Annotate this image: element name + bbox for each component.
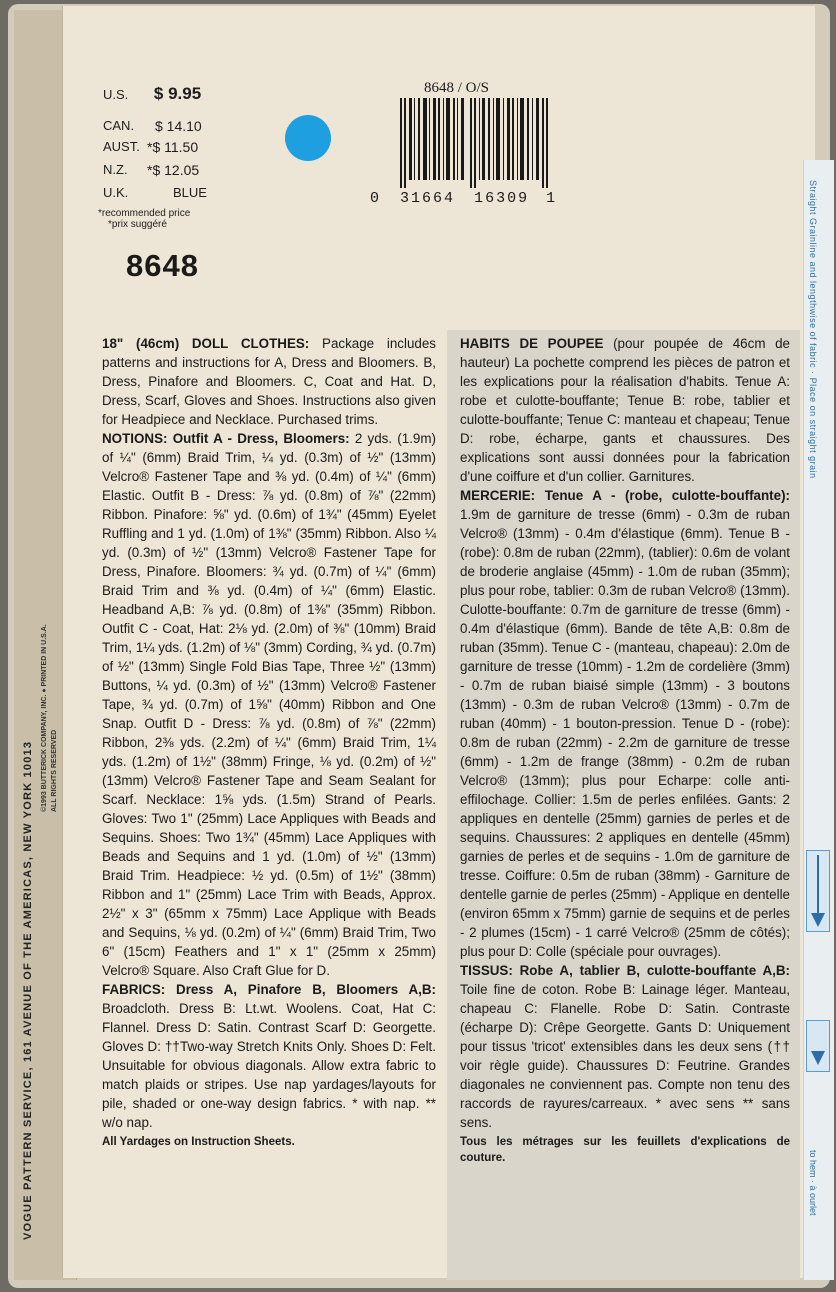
price-aust (103, 139, 199, 155)
english-intro (102, 334, 436, 429)
price-aust-label: AUST. (103, 139, 140, 154)
copyright-notice (40, 624, 60, 812)
price-uk-value: BLUE (173, 185, 207, 200)
price-us-value: $ 9.95 (153, 84, 202, 103)
arrow-down-icon (806, 850, 830, 932)
barcode (400, 98, 548, 188)
english-fabrics (102, 980, 436, 1132)
english-intro-text: Package includes patterns and instructions for A, Dress and Bloomers. B, Dress, Pinafore and Bloomers. C, Coat and Hat. D, Dress, Scarf, Gloves and Shoes. Instructions also given for Headpiece and Necklace. Purchased trims. (102, 336, 437, 427)
french-intro-heading: HABITS DE POUPEE (460, 336, 604, 351)
french-mercerie (460, 486, 790, 961)
hem-label: to hem · à ourlet (808, 1150, 818, 1216)
english-fabrics-heading: FABRICS: Dress A, Pinafore B, Bloomers A,B: (102, 982, 436, 997)
price-can (103, 118, 202, 134)
price-us (103, 84, 201, 104)
price-note-fr: *prix suggéré (108, 219, 167, 230)
french-mercerie-heading: MERCERIE: Tenue A - (robe, culotte-bouffante): (460, 488, 790, 503)
price-nz (103, 162, 200, 178)
price-us-label: U.S. (103, 87, 129, 102)
price-uk-label: U.K. (103, 185, 129, 200)
english-intro-heading: 18" (46cm) DOLL CLOTHES: (102, 336, 310, 351)
price-nz-label: N.Z. (103, 162, 128, 177)
english-column (102, 334, 436, 1150)
english-notions-text: 2 yds. (1.9m) of ¼" (6mm) Braid Trim, ¼ yd. (0.3m) of ½" (13mm) Velcro® Fastener Tape and ⅜ yd. (0.4m) of ¼" (6mm) Elastic. Outfit B - Dress: ⅞ yd. (0.8m) of ⅞" (22mm) Ribbon. Pinafore: ⅝" yd. (0.6m) of 1¾" (45mm) Eyelet Ruffling and 1 yd. (1.0m) of 1⅜" (35mm) Ribbon. Also ¼ yd. (0.3m) of ½" (13mm) Velcro® Fastener Tape for Dress, Pinafore. Bloomers: ¾ yd. (0.7m) of ¼" (6mm) Braid Trim and ⅜ yd. (0.4m) of ¼" (6mm) Elastic. Headband A,B: ⅞ yd. (0.8m) of 1⅜" (35mm) Ribbon. Outfit C - Coat, Hat: 2⅛ yd. (2.0m) of ⅜" (10mm) Braid Trim, 1¼ yds. (1.2m) of ⅛" (3mm) Cording, ¾ yd. (0.7m) of ½" (13mm) Single Fold Bias Tape, Three ½" (13mm) Buttons, ¼ yd. (0.3m) of ½" (13mm) Velcro® Fastener Tape, ¾ yd. (0.7m) of 1⅝" (40mm) Ribbon and One Snap. Outfit D - Dress: ⅞ yd. (0.8m) of ⅞" (22mm) Ribbon, 2⅜ yds. (2.2m) of ¼" (6mm) Braid Trim, 1¼ yds. (1.2m) of 1½" (38mm) Fringe, ⅛ yd. (0.2m) of ½" (13mm) Velcro® Fastener Tape and Seam Sealant for Scarf. Necklace: 1⅝ yds. (1.5m) Strand of Pearls. Gloves: Two 1" (25mm) Lace Appliques with Beads and Sequins. Shoes: Two 1¾" (45mm) Lace Appliques with Beads and Sequins and 1 yd. (1.0m) of ½" (13mm) Braid Trim. Headpiece: ½ yd. (0.5m) of 1½" (38mm) Ribbon and 1" (25mm) Lace Trim with Beads, Approx. 2½" x 3" (65mm x 75mm) Lace Applique with Beads and Sequins, ⅛ yd. (0.2m) of ¼" (6mm) Braid Trim, Two 6" (15cm) Feathers and 1" x 1" (25mm x 25mm) Velcro® Square. Also Craft Glue for D. (102, 431, 436, 978)
french-tissus (460, 961, 790, 1132)
sku-code: 8648 / O/S (424, 80, 490, 96)
english-notions-heading: NOTIONS: Outfit A - Dress, Bloomers: (102, 431, 350, 446)
price-aust-value: *$ 11.50 (147, 139, 199, 155)
english-footer: All Yardages on Instruction Sheets. (102, 1136, 295, 1148)
grainline-label: Straight Grainline and lengthwise of fabric · Place on straight grain (808, 180, 818, 479)
price-nz-value: *$ 12.05 (147, 162, 200, 178)
english-notions (102, 429, 436, 980)
copyright-line-2: ALL RIGHTS RESERVED (51, 729, 58, 812)
barcode-check: 1 (546, 190, 558, 207)
grainline-strip (803, 160, 834, 1280)
barcode-lead: 0 (370, 190, 382, 207)
price-notes (98, 208, 190, 230)
barcode-digits (370, 190, 557, 207)
french-intro-text: (pour poupée de 46cm de hauteur) La pochette comprend les pièces de patron et les explications pour la réalisation d'habits. Tenue A: robe et culotte-bouffante; Tenue B: robe, tablier et culotte-bouffante; Tenue C: manteau et chapeau; Tenue D: robe, écharpe, gants et chaussures. Des explications sont aussi données pour la fabrication d'une coiffure et d'un collier. Garnitures. (460, 336, 790, 484)
english-fabrics-text: Broadcloth. Dress B: Lt.wt. Woolens. Coat, Hat C: Flannel. Dress D: Satin. Contrast Scarf D: Georgette. Gloves D: ††Two-way Stretch Knits Only. Shoes D: Felt. Unsuitable for obvious diagonals. Allow extra fabric to match plaids or stripes. Use nap yardages/layouts for pile, shaded or one-way design fabrics. * with nap. ** w/o nap. (102, 1001, 436, 1130)
barcode-group-1: 31664 (400, 190, 456, 207)
french-column (460, 334, 790, 1166)
price-note-en: *recommended price (98, 208, 191, 219)
french-tissus-heading: TISSUS: Robe A, tablier B, culotte-bouffante A,B: (460, 963, 790, 978)
color-dot-icon (285, 115, 331, 161)
publisher-address: VOGUE PATTERN SERVICE, 161 AVENUE OF THE AMERICAS, NEW YORK 10013 (22, 740, 34, 1240)
price-uk (103, 185, 207, 200)
french-footer: Tous les métrages sur les feuillets d'explications de couture. (460, 1136, 790, 1164)
arrow-down-icon (806, 1020, 830, 1072)
french-tissus-text: Toile fine de coton. Robe B: Lainage léger. Manteau, chapeau C: Flanelle. Robe D: Satin. Contraste (écharpe D): Crêpe Georgette. Gants D: Uniquement pour tissus 'tricot' extensibles dans les deux sens (†† voir règle guide). Chaussures D: Feutrine. Grandes diagonales ne conviennent pas. Compte non tenu des raccords de rayures/carreaux. * avec sens ** sans sens. (460, 982, 790, 1130)
price-can-value: $ 14.10 (155, 118, 202, 134)
copyright-line-1: ©1993 BUTTERICK COMPANY, INC. ● PRINTED IN U.S.A. (41, 624, 48, 812)
barcode-group-2: 16309 (474, 190, 530, 207)
french-mercerie-text: 1.9m de garniture de tresse (6mm) - 0.3m de ruban Velcro® (13mm) - 0.4m d'élastique (6mm). Tenue B - (robe): 0.8m de ruban (22mm), (tablier): 0.6m de volant de broderie anglaise (45mm) - 1.0m de ruban (35mm); plus pour robe, tablier: 0.3m de ruban Velcro® (13mm). Culotte-bouffante: 0.7m de garniture de tresse (6mm) - 0.4m d'élastique (6mm). Bande de tête A,B: 0.8m de ruban (35mm). Tenue C - (manteau, chapeau): 2.0m de garniture de tresse (10mm) - 1.2m de cordelière (3mm) - 0.7m de ruban biaisé simple (13mm) - 3 boutons (13mm) - 0.3m de ruban Velcro® (13mm) - 0.7m de ruban (40mm) - 1 bouton-pression. Tenue D - (robe): 0.8m de ruban (22mm) - 2.2m de garniture de tresse (6mm) - 1.2m de frange (38mm) - 0.2m de ruban Velcro® (13mm); plus pour Echarpe: colle anti-effilochage. Collier: 1.5m de perles enfilées. Gants: 2 appliques en dentelle (25mm) garnies de perles et de sequins. Chaussures: 2 appliques en dentelle (45mm) garnies de perles et de sequins - 1.0m de garniture de tresse. Coiffure: 0.5m de ruban (38mm) - Garniture de dentelle garnie de perles (25mm) - Applique en dentelle (environ 65mm x 75mm) garnie de sequins et de perles - 2 plumes (15cm) - 1 carré Velcro® (25mm de côtés); plus pour D: Colle (spéciale pour ouvrages). (460, 507, 790, 959)
pattern-number: 8648 (126, 248, 199, 283)
french-intro (460, 334, 790, 486)
price-can-label: CAN. (103, 118, 135, 133)
